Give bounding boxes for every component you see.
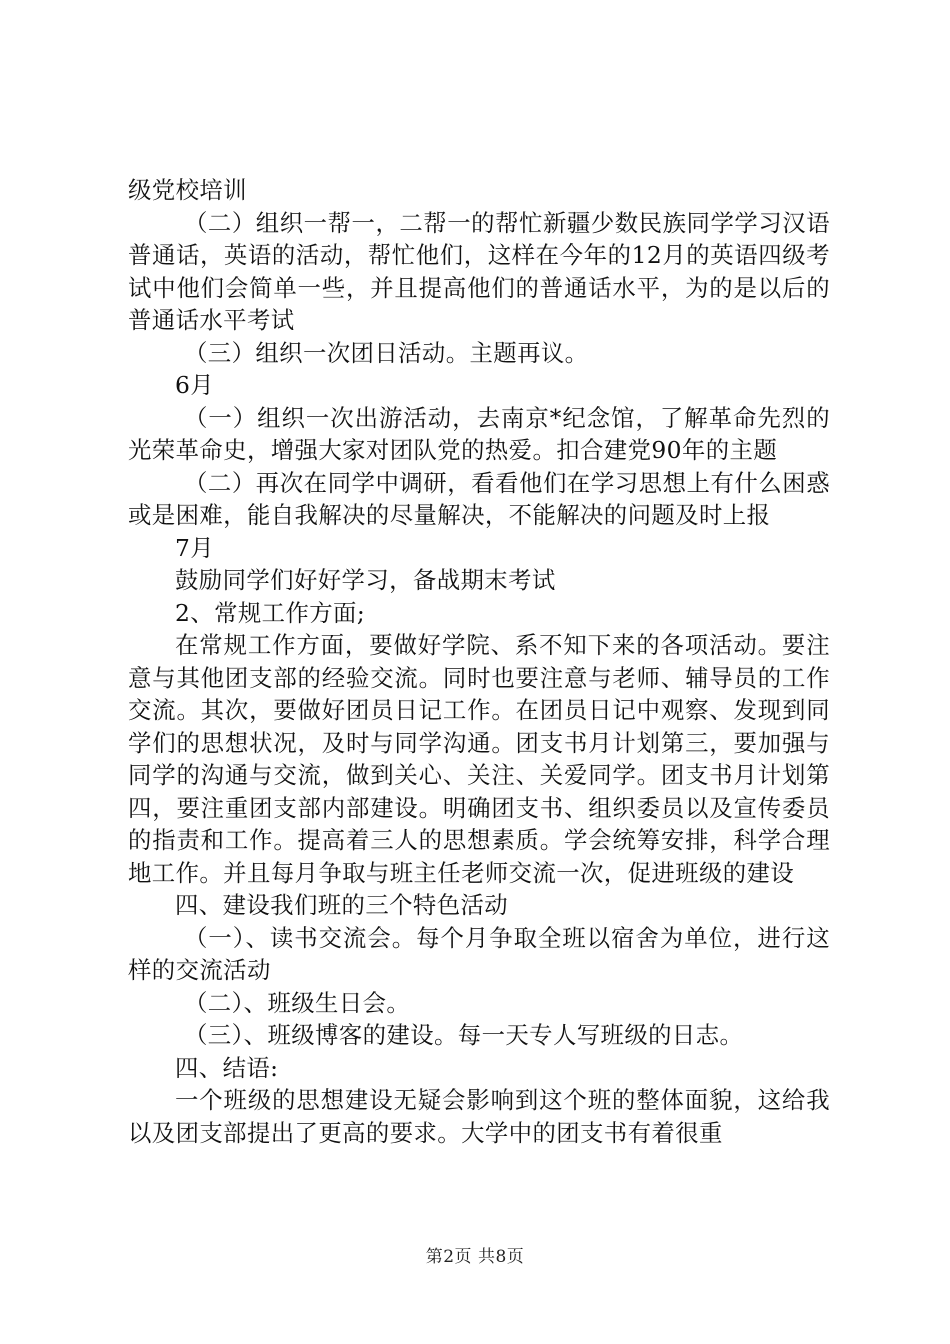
paragraph-4: 6月 [175,371,215,399]
paragraph-1: 级党校培训 [128,176,247,204]
paragraph-14: （三）、班级博客的建设。每一天专人写班级的日志。 [184,1021,744,1049]
paragraph-16: 一个班级的思想建设无疑会影响到这个班的整体面貌，这给我以及团支部提出了更高的要求。大学中的团支书有着很重 [128,1086,830,1147]
paragraph-13: （二）、班级生日会。 [184,988,411,1017]
paragraph-5: （一）组织一次出游活动，去南京*纪念馆，了解革命先烈的光荣革命史，增强大家对团队党的热爱。扣合建党90年的主题 [128,403,830,464]
page-number-footer: 第2页 共8页 [425,1247,525,1267]
paragraph-11: 四、建设我们班的三个特色活动 [175,891,509,919]
paragraph-10: 在常规工作方面，要做好学院、系不知下来的各项活动。要注意与其他团支部的经验交流。同时也要注意与老师、辅导员的工作交流。其次，要做好团员日记工作。在团员日记中观察、发现到同学们的思想状况，及时与同学沟通。团支书月计划第三，要加强与同学的沟通与交流，做到关心、关注、关爱同学。团支书月计划第四，要注重团支部内部建设。明确团支书、组织委员以及宣传委员的指责和工作。提高着三人的思想素质。学会统筹安排，科学合理地工作。并且每月争取与班主任老师交流一次，促进班级的建设 [128,631,830,887]
paragraph-9: 2、常规工作方面; [175,598,366,627]
paragraph-3: （三）组织一次团日活动。主题再议。 [184,338,589,367]
paragraph-15: 四、结语: [175,1053,279,1082]
paragraph-12: （一）、读书交流会。每个月争取全班以宿舍为单位，进行这样的交流活动 [128,923,830,984]
paragraph-7: 7月 [175,533,215,562]
paragraph-2: （二）组织一帮一，二帮一的帮忙新疆少数民族同学学习汉语普通话，英语的活动，帮忙他们，这样在今年的12月的英语四级考试中他们会简单一些，并且提高他们的普通话水平，为的是以后的普通话水平考试 [128,208,830,334]
paragraph-8: 鼓励同学们好好学习，备战期末考试 [175,566,556,594]
paragraph-6: （二）再次在同学中调研，看看他们在学习思想上有什么困惑或是困难，能自我解决的尽量解决，不能解决的问题及时上报 [128,468,830,529]
document-body [128,174,830,1149]
